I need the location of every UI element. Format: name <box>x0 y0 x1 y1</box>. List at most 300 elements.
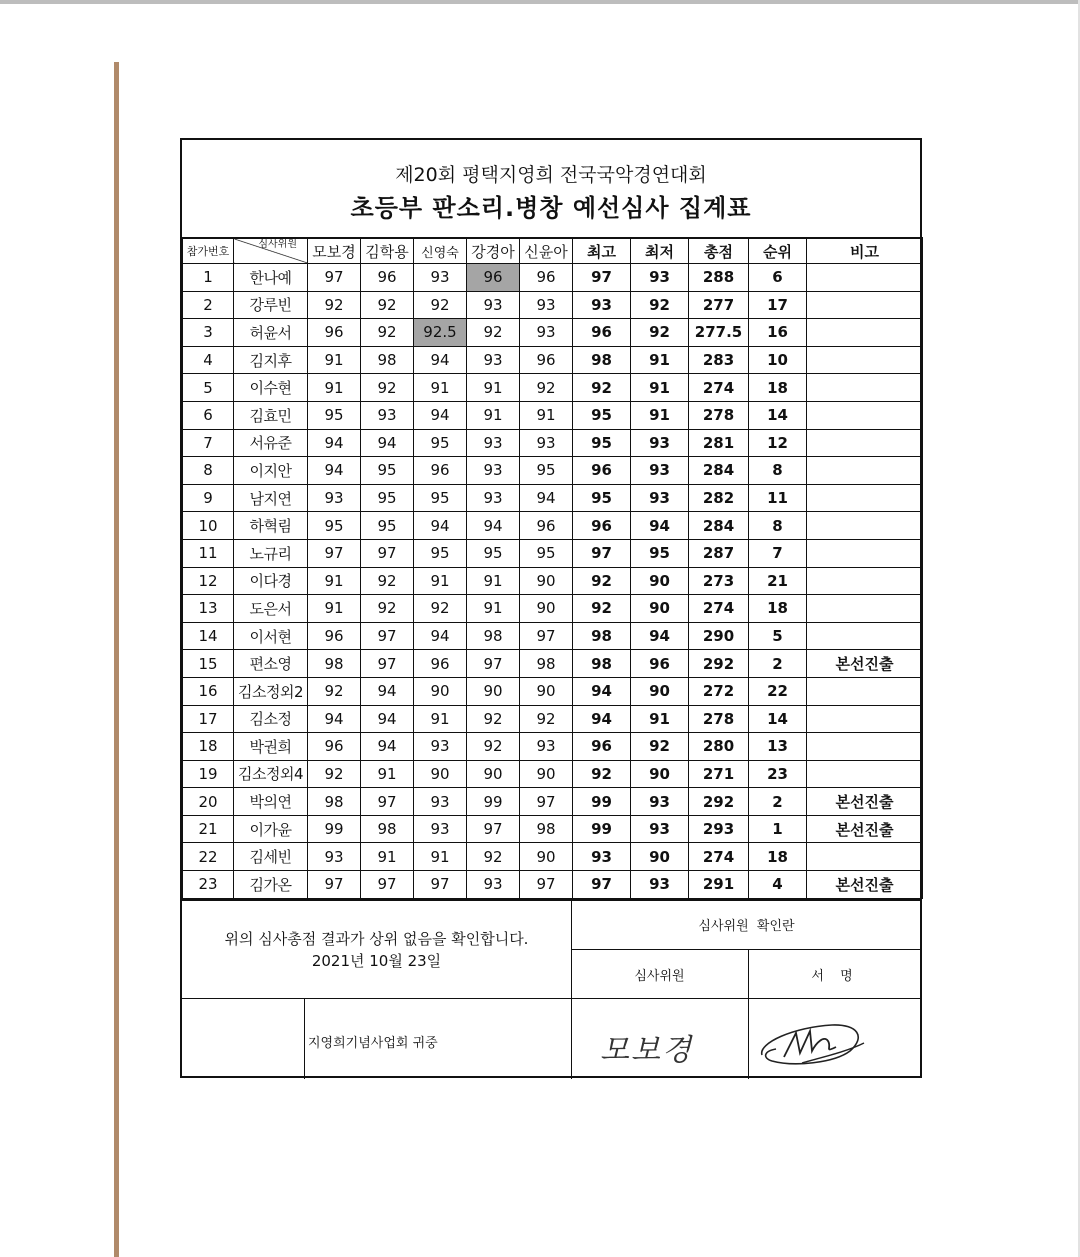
note-cell <box>807 512 923 540</box>
min-score-cell: 93 <box>631 815 689 843</box>
judge-score-cell: 92 <box>361 567 414 595</box>
min-score-cell: 93 <box>631 788 689 816</box>
judge-score-cell: 96 <box>308 622 361 650</box>
judge-score-cell: 96 <box>414 650 467 678</box>
contestant-name-cell: 서유준 <box>234 429 308 457</box>
table-row <box>183 733 923 761</box>
note-cell <box>807 677 923 705</box>
judge-score-cell: 92 <box>467 733 520 761</box>
max-score-cell: 97 <box>573 264 631 292</box>
note-cell <box>807 567 923 595</box>
judge-score-cell: 96 <box>520 264 573 292</box>
header-judge-1: 모보경 <box>308 238 361 264</box>
rank-cell: 18 <box>749 374 807 402</box>
judge-score-cell: 96 <box>467 264 520 292</box>
judge-score-cell: 95 <box>520 457 573 485</box>
signature-column-label: 서 명 <box>811 968 859 984</box>
total-score-cell: 280 <box>689 733 749 761</box>
contestant-name-cell: 김소정외2 <box>234 677 308 705</box>
note-cell <box>807 539 923 567</box>
contestant-name-cell: 김소정외4 <box>234 760 308 788</box>
judge-score-cell: 93 <box>467 291 520 319</box>
table-row <box>183 815 923 843</box>
judge-score-cell: 91 <box>414 705 467 733</box>
min-score-cell: 93 <box>631 871 689 899</box>
judge-score-cell: 90 <box>467 760 520 788</box>
judge-score-cell: 99 <box>308 815 361 843</box>
contestant-name-cell: 이서현 <box>234 622 308 650</box>
judge-score-cell: 95 <box>467 539 520 567</box>
entry-no-cell: 9 <box>183 484 234 512</box>
judge-score-cell: 97 <box>308 264 361 292</box>
entry-no-cell: 14 <box>183 622 234 650</box>
rank-cell: 17 <box>749 291 807 319</box>
entry-no-cell: 2 <box>183 291 234 319</box>
entry-no-cell: 22 <box>183 843 234 871</box>
judge-score-cell: 94 <box>308 457 361 485</box>
rank-cell: 2 <box>749 788 807 816</box>
table-row <box>183 705 923 733</box>
entry-no-cell: 18 <box>183 733 234 761</box>
entry-no-cell: 17 <box>183 705 234 733</box>
table-row <box>183 319 923 347</box>
entry-no-cell: 6 <box>183 401 234 429</box>
judge-score-cell: 91 <box>414 567 467 595</box>
note-cell <box>807 374 923 402</box>
judge-score-cell: 97 <box>361 788 414 816</box>
note-cell <box>807 401 923 429</box>
judge-score-cell: 90 <box>520 595 573 623</box>
judge-score-cell: 94 <box>520 484 573 512</box>
total-score-cell: 284 <box>689 457 749 485</box>
judge-score-cell: 93 <box>467 457 520 485</box>
judge-score-cell: 98 <box>520 815 573 843</box>
note-cell <box>807 457 923 485</box>
total-score-cell: 274 <box>689 843 749 871</box>
header-judge-3: 신영숙 <box>414 238 467 264</box>
total-score-cell: 288 <box>689 264 749 292</box>
entry-no-cell: 1 <box>183 264 234 292</box>
header-note: 비고 <box>807 238 923 264</box>
table-row <box>183 595 923 623</box>
rank-cell: 7 <box>749 539 807 567</box>
max-score-cell: 98 <box>573 346 631 374</box>
total-score-cell: 277 <box>689 291 749 319</box>
judge-score-cell: 95 <box>520 539 573 567</box>
judge-score-cell: 93 <box>361 401 414 429</box>
max-score-cell: 95 <box>573 484 631 512</box>
entry-no-cell: 4 <box>183 346 234 374</box>
judge-score-cell: 95 <box>361 484 414 512</box>
judge-score-cell: 98 <box>467 622 520 650</box>
table-row <box>183 539 923 567</box>
max-score-cell: 97 <box>573 539 631 567</box>
min-score-cell: 92 <box>631 733 689 761</box>
judge-score-cell: 92 <box>414 595 467 623</box>
addressee-text: 지영희기념사업회 귀중 <box>308 1035 438 1051</box>
table-row <box>183 264 923 292</box>
total-score-cell: 281 <box>689 429 749 457</box>
document-title: 초등부 판소리.병창 예선심사 집계표 <box>350 194 752 222</box>
min-score-cell: 94 <box>631 512 689 540</box>
entry-no-cell: 16 <box>183 677 234 705</box>
judge-score-cell: 94 <box>414 346 467 374</box>
note-cell <box>807 733 923 761</box>
confirmation-text: 위의 심사총점 결과가 상위 없음을 확인합니다. <box>224 929 529 948</box>
entry-no-cell: 20 <box>183 788 234 816</box>
judge-score-cell: 95 <box>414 539 467 567</box>
contestant-name-cell: 박권희 <box>234 733 308 761</box>
header-max: 최고 <box>573 238 631 264</box>
contestant-name-cell: 이지안 <box>234 457 308 485</box>
table-row <box>183 788 923 816</box>
table-row <box>183 401 923 429</box>
contestant-name-cell: 박의연 <box>234 788 308 816</box>
table-row <box>183 677 923 705</box>
judge-score-cell: 97 <box>520 871 573 899</box>
contestant-name-cell: 허윤서 <box>234 319 308 347</box>
rank-cell: 1 <box>749 815 807 843</box>
score-table <box>182 237 923 899</box>
judge-score-cell: 90 <box>520 760 573 788</box>
table-row <box>183 760 923 788</box>
top-edge-bar <box>0 0 1080 4</box>
judge-score-cell: 95 <box>308 512 361 540</box>
judge-score-cell: 95 <box>414 484 467 512</box>
header-row <box>183 238 923 264</box>
entry-no-cell: 13 <box>183 595 234 623</box>
entry-no-cell: 11 <box>183 539 234 567</box>
judge-score-cell: 97 <box>361 871 414 899</box>
judge-score-cell: 97 <box>308 871 361 899</box>
note-cell <box>807 843 923 871</box>
judge-score-cell: 94 <box>361 429 414 457</box>
note-cell <box>807 429 923 457</box>
total-score-cell: 290 <box>689 622 749 650</box>
judge-score-cell: 98 <box>308 650 361 678</box>
contestant-name-cell: 남지연 <box>234 484 308 512</box>
judge-score-cell: 95 <box>361 457 414 485</box>
document-subtitle: 제20회 평택지영희 전국국악경연대회 <box>395 164 707 186</box>
judge-score-cell: 90 <box>467 677 520 705</box>
judge-score-cell: 92 <box>520 374 573 402</box>
note-cell <box>807 595 923 623</box>
judge-score-cell: 90 <box>414 677 467 705</box>
entry-no-cell: 19 <box>183 760 234 788</box>
table-row <box>183 871 923 899</box>
judge-score-cell: 90 <box>414 760 467 788</box>
judge-score-cell: 95 <box>361 512 414 540</box>
judge-score-cell: 92 <box>361 374 414 402</box>
contestant-name-cell: 이가윤 <box>234 815 308 843</box>
judge-score-cell: 91 <box>414 374 467 402</box>
rank-cell: 14 <box>749 401 807 429</box>
min-score-cell: 96 <box>631 650 689 678</box>
judge-score-cell: 91 <box>467 595 520 623</box>
judge-score-cell: 97 <box>467 650 520 678</box>
judge-score-cell: 94 <box>467 512 520 540</box>
footer-area <box>182 899 920 1079</box>
rank-cell: 23 <box>749 760 807 788</box>
total-score-cell: 278 <box>689 705 749 733</box>
contestant-name-cell: 하혁림 <box>234 512 308 540</box>
total-score-cell: 284 <box>689 512 749 540</box>
header-judge-5: 신윤아 <box>520 238 573 264</box>
confirmation-statement <box>182 928 571 972</box>
min-score-cell: 92 <box>631 319 689 347</box>
max-score-cell: 93 <box>573 291 631 319</box>
judge-score-cell: 93 <box>414 264 467 292</box>
judge-score-cell: 93 <box>414 733 467 761</box>
judge-score-cell: 94 <box>308 705 361 733</box>
judge-score-cell: 92 <box>308 677 361 705</box>
table-row <box>183 374 923 402</box>
judge-score-cell: 96 <box>308 733 361 761</box>
judge-score-cell: 91 <box>361 843 414 871</box>
header-judge-2: 김학용 <box>361 238 414 264</box>
rank-cell: 2 <box>749 650 807 678</box>
judge-score-cell: 93 <box>520 319 573 347</box>
judge-score-cell: 94 <box>414 401 467 429</box>
judge-score-cell: 95 <box>414 429 467 457</box>
note-cell <box>807 622 923 650</box>
judge-score-cell: 93 <box>414 815 467 843</box>
rank-cell: 8 <box>749 457 807 485</box>
total-score-cell: 283 <box>689 346 749 374</box>
score-sheet <box>180 138 922 1078</box>
judge-score-cell: 90 <box>520 567 573 595</box>
judge-score-cell: 91 <box>361 760 414 788</box>
judge-score-cell: 91 <box>467 567 520 595</box>
max-score-cell: 92 <box>573 374 631 402</box>
header-judges-label: 심사위원 <box>258 239 297 250</box>
table-row <box>183 291 923 319</box>
contestant-name-cell: 김소정 <box>234 705 308 733</box>
min-score-cell: 93 <box>631 429 689 457</box>
judge-score-cell: 90 <box>520 843 573 871</box>
note-cell: 본선진출 <box>807 650 923 678</box>
judge-score-cell: 92 <box>414 291 467 319</box>
title-area <box>182 140 920 237</box>
total-score-cell: 272 <box>689 677 749 705</box>
judge-score-cell: 94 <box>361 733 414 761</box>
rank-cell: 16 <box>749 319 807 347</box>
note-cell: 본선진출 <box>807 871 923 899</box>
entry-no-cell: 8 <box>183 457 234 485</box>
min-score-cell: 91 <box>631 401 689 429</box>
judge-score-cell: 99 <box>467 788 520 816</box>
judge-score-cell: 97 <box>414 871 467 899</box>
max-score-cell: 92 <box>573 567 631 595</box>
judge-score-cell: 94 <box>414 512 467 540</box>
total-score-cell: 271 <box>689 760 749 788</box>
max-score-cell: 94 <box>573 705 631 733</box>
signature-scribble <box>754 1013 869 1073</box>
min-score-cell: 94 <box>631 622 689 650</box>
rank-cell: 4 <box>749 871 807 899</box>
judge-score-cell: 93 <box>520 733 573 761</box>
judge-score-cell: 90 <box>520 677 573 705</box>
judge-score-cell: 91 <box>308 346 361 374</box>
judge-score-cell: 98 <box>520 650 573 678</box>
max-score-cell: 92 <box>573 760 631 788</box>
min-score-cell: 90 <box>631 760 689 788</box>
judge-score-cell: 92 <box>361 291 414 319</box>
min-score-cell: 93 <box>631 264 689 292</box>
rank-cell: 22 <box>749 677 807 705</box>
contestant-name-cell: 편소영 <box>234 650 308 678</box>
judge-score-cell: 96 <box>308 319 361 347</box>
rank-cell: 10 <box>749 346 807 374</box>
contestant-name-cell: 노규리 <box>234 539 308 567</box>
min-score-cell: 95 <box>631 539 689 567</box>
min-score-cell: 90 <box>631 567 689 595</box>
min-score-cell: 90 <box>631 843 689 871</box>
note-cell <box>807 291 923 319</box>
judge-score-cell: 92 <box>467 843 520 871</box>
total-score-cell: 274 <box>689 595 749 623</box>
judge-score-cell: 91 <box>414 843 467 871</box>
judge-score-cell: 96 <box>520 346 573 374</box>
table-row <box>183 457 923 485</box>
entry-no-cell: 21 <box>183 815 234 843</box>
table-row <box>183 622 923 650</box>
contestant-name-cell: 김지후 <box>234 346 308 374</box>
judge-column-label: 심사위원 <box>634 968 685 984</box>
rank-cell: 6 <box>749 264 807 292</box>
rank-cell: 13 <box>749 733 807 761</box>
min-score-cell: 93 <box>631 457 689 485</box>
rank-cell: 12 <box>749 429 807 457</box>
judge-score-cell: 98 <box>361 346 414 374</box>
total-score-cell: 277.5 <box>689 319 749 347</box>
footer-divider-horizontal <box>182 998 922 999</box>
contestant-name-cell: 강루빈 <box>234 291 308 319</box>
footer-divider-addressee <box>304 998 305 1079</box>
entry-no-cell: 15 <box>183 650 234 678</box>
judge-handwritten-name: 모보경 <box>600 1032 693 1068</box>
max-score-cell: 97 <box>573 871 631 899</box>
judge-score-cell: 91 <box>308 567 361 595</box>
contestant-name-cell: 김세빈 <box>234 843 308 871</box>
note-cell <box>807 346 923 374</box>
table-row <box>183 567 923 595</box>
judge-score-cell: 91 <box>520 401 573 429</box>
rank-cell: 5 <box>749 622 807 650</box>
judge-score-cell: 93 <box>414 788 467 816</box>
judge-score-cell: 97 <box>308 539 361 567</box>
header-entry-no: 참가번호 <box>183 238 234 264</box>
max-score-cell: 98 <box>573 650 631 678</box>
judge-score-cell: 92 <box>308 291 361 319</box>
judge-score-cell: 95 <box>308 401 361 429</box>
rank-cell: 8 <box>749 512 807 540</box>
total-score-cell: 282 <box>689 484 749 512</box>
max-score-cell: 98 <box>573 622 631 650</box>
rank-cell: 14 <box>749 705 807 733</box>
judge-score-cell: 98 <box>361 815 414 843</box>
entry-no-cell: 10 <box>183 512 234 540</box>
note-cell: 본선진출 <box>807 815 923 843</box>
judge-score-cell: 91 <box>467 374 520 402</box>
header-judges-diagonal <box>234 238 308 264</box>
max-score-cell: 99 <box>573 815 631 843</box>
judge-score-cell: 92 <box>308 760 361 788</box>
judge-score-cell: 92 <box>467 319 520 347</box>
judge-score-cell: 92.5 <box>414 319 467 347</box>
judge-score-cell: 97 <box>467 815 520 843</box>
table-row <box>183 346 923 374</box>
judge-score-cell: 93 <box>520 291 573 319</box>
note-cell <box>807 484 923 512</box>
judge-score-cell: 96 <box>361 264 414 292</box>
max-score-cell: 96 <box>573 457 631 485</box>
score-table-body <box>183 264 923 899</box>
max-score-cell: 94 <box>573 677 631 705</box>
min-score-cell: 91 <box>631 346 689 374</box>
contestant-name-cell: 한나예 <box>234 264 308 292</box>
judge-score-cell: 92 <box>467 705 520 733</box>
entry-no-cell: 12 <box>183 567 234 595</box>
judge-score-cell: 94 <box>361 677 414 705</box>
max-score-cell: 92 <box>573 595 631 623</box>
left-margin-rule <box>114 62 119 1257</box>
judge-score-cell: 97 <box>361 650 414 678</box>
entry-no-cell: 5 <box>183 374 234 402</box>
judge-score-cell: 94 <box>308 429 361 457</box>
rank-cell: 18 <box>749 595 807 623</box>
rank-cell: 21 <box>749 567 807 595</box>
note-cell <box>807 705 923 733</box>
entry-no-cell: 7 <box>183 429 234 457</box>
table-row <box>183 843 923 871</box>
total-score-cell: 293 <box>689 815 749 843</box>
table-row <box>183 484 923 512</box>
note-cell: 본선진출 <box>807 788 923 816</box>
max-score-cell: 95 <box>573 429 631 457</box>
judge-score-cell: 96 <box>414 457 467 485</box>
max-score-cell: 95 <box>573 401 631 429</box>
judge-confirm-box-title: 심사위원 확인란 <box>698 918 795 934</box>
min-score-cell: 90 <box>631 677 689 705</box>
judge-score-cell: 93 <box>467 346 520 374</box>
judge-score-cell: 97 <box>520 622 573 650</box>
judge-score-cell: 92 <box>520 705 573 733</box>
max-score-cell: 93 <box>573 843 631 871</box>
total-score-cell: 292 <box>689 788 749 816</box>
contestant-name-cell: 김효민 <box>234 401 308 429</box>
judge-score-cell: 96 <box>520 512 573 540</box>
total-score-cell: 274 <box>689 374 749 402</box>
footer-divider-box-title <box>571 949 922 950</box>
judge-score-cell: 93 <box>520 429 573 457</box>
header-total: 총점 <box>689 238 749 264</box>
total-score-cell: 291 <box>689 871 749 899</box>
total-score-cell: 292 <box>689 650 749 678</box>
judge-score-cell: 92 <box>361 319 414 347</box>
judge-score-cell: 94 <box>414 622 467 650</box>
contestant-name-cell: 이수현 <box>234 374 308 402</box>
total-score-cell: 287 <box>689 539 749 567</box>
judge-score-cell: 91 <box>308 374 361 402</box>
header-min: 최저 <box>631 238 689 264</box>
header-rank: 순위 <box>749 238 807 264</box>
judge-score-cell: 97 <box>520 788 573 816</box>
max-score-cell: 96 <box>573 512 631 540</box>
judge-score-cell: 93 <box>308 484 361 512</box>
note-cell <box>807 264 923 292</box>
min-score-cell: 91 <box>631 705 689 733</box>
